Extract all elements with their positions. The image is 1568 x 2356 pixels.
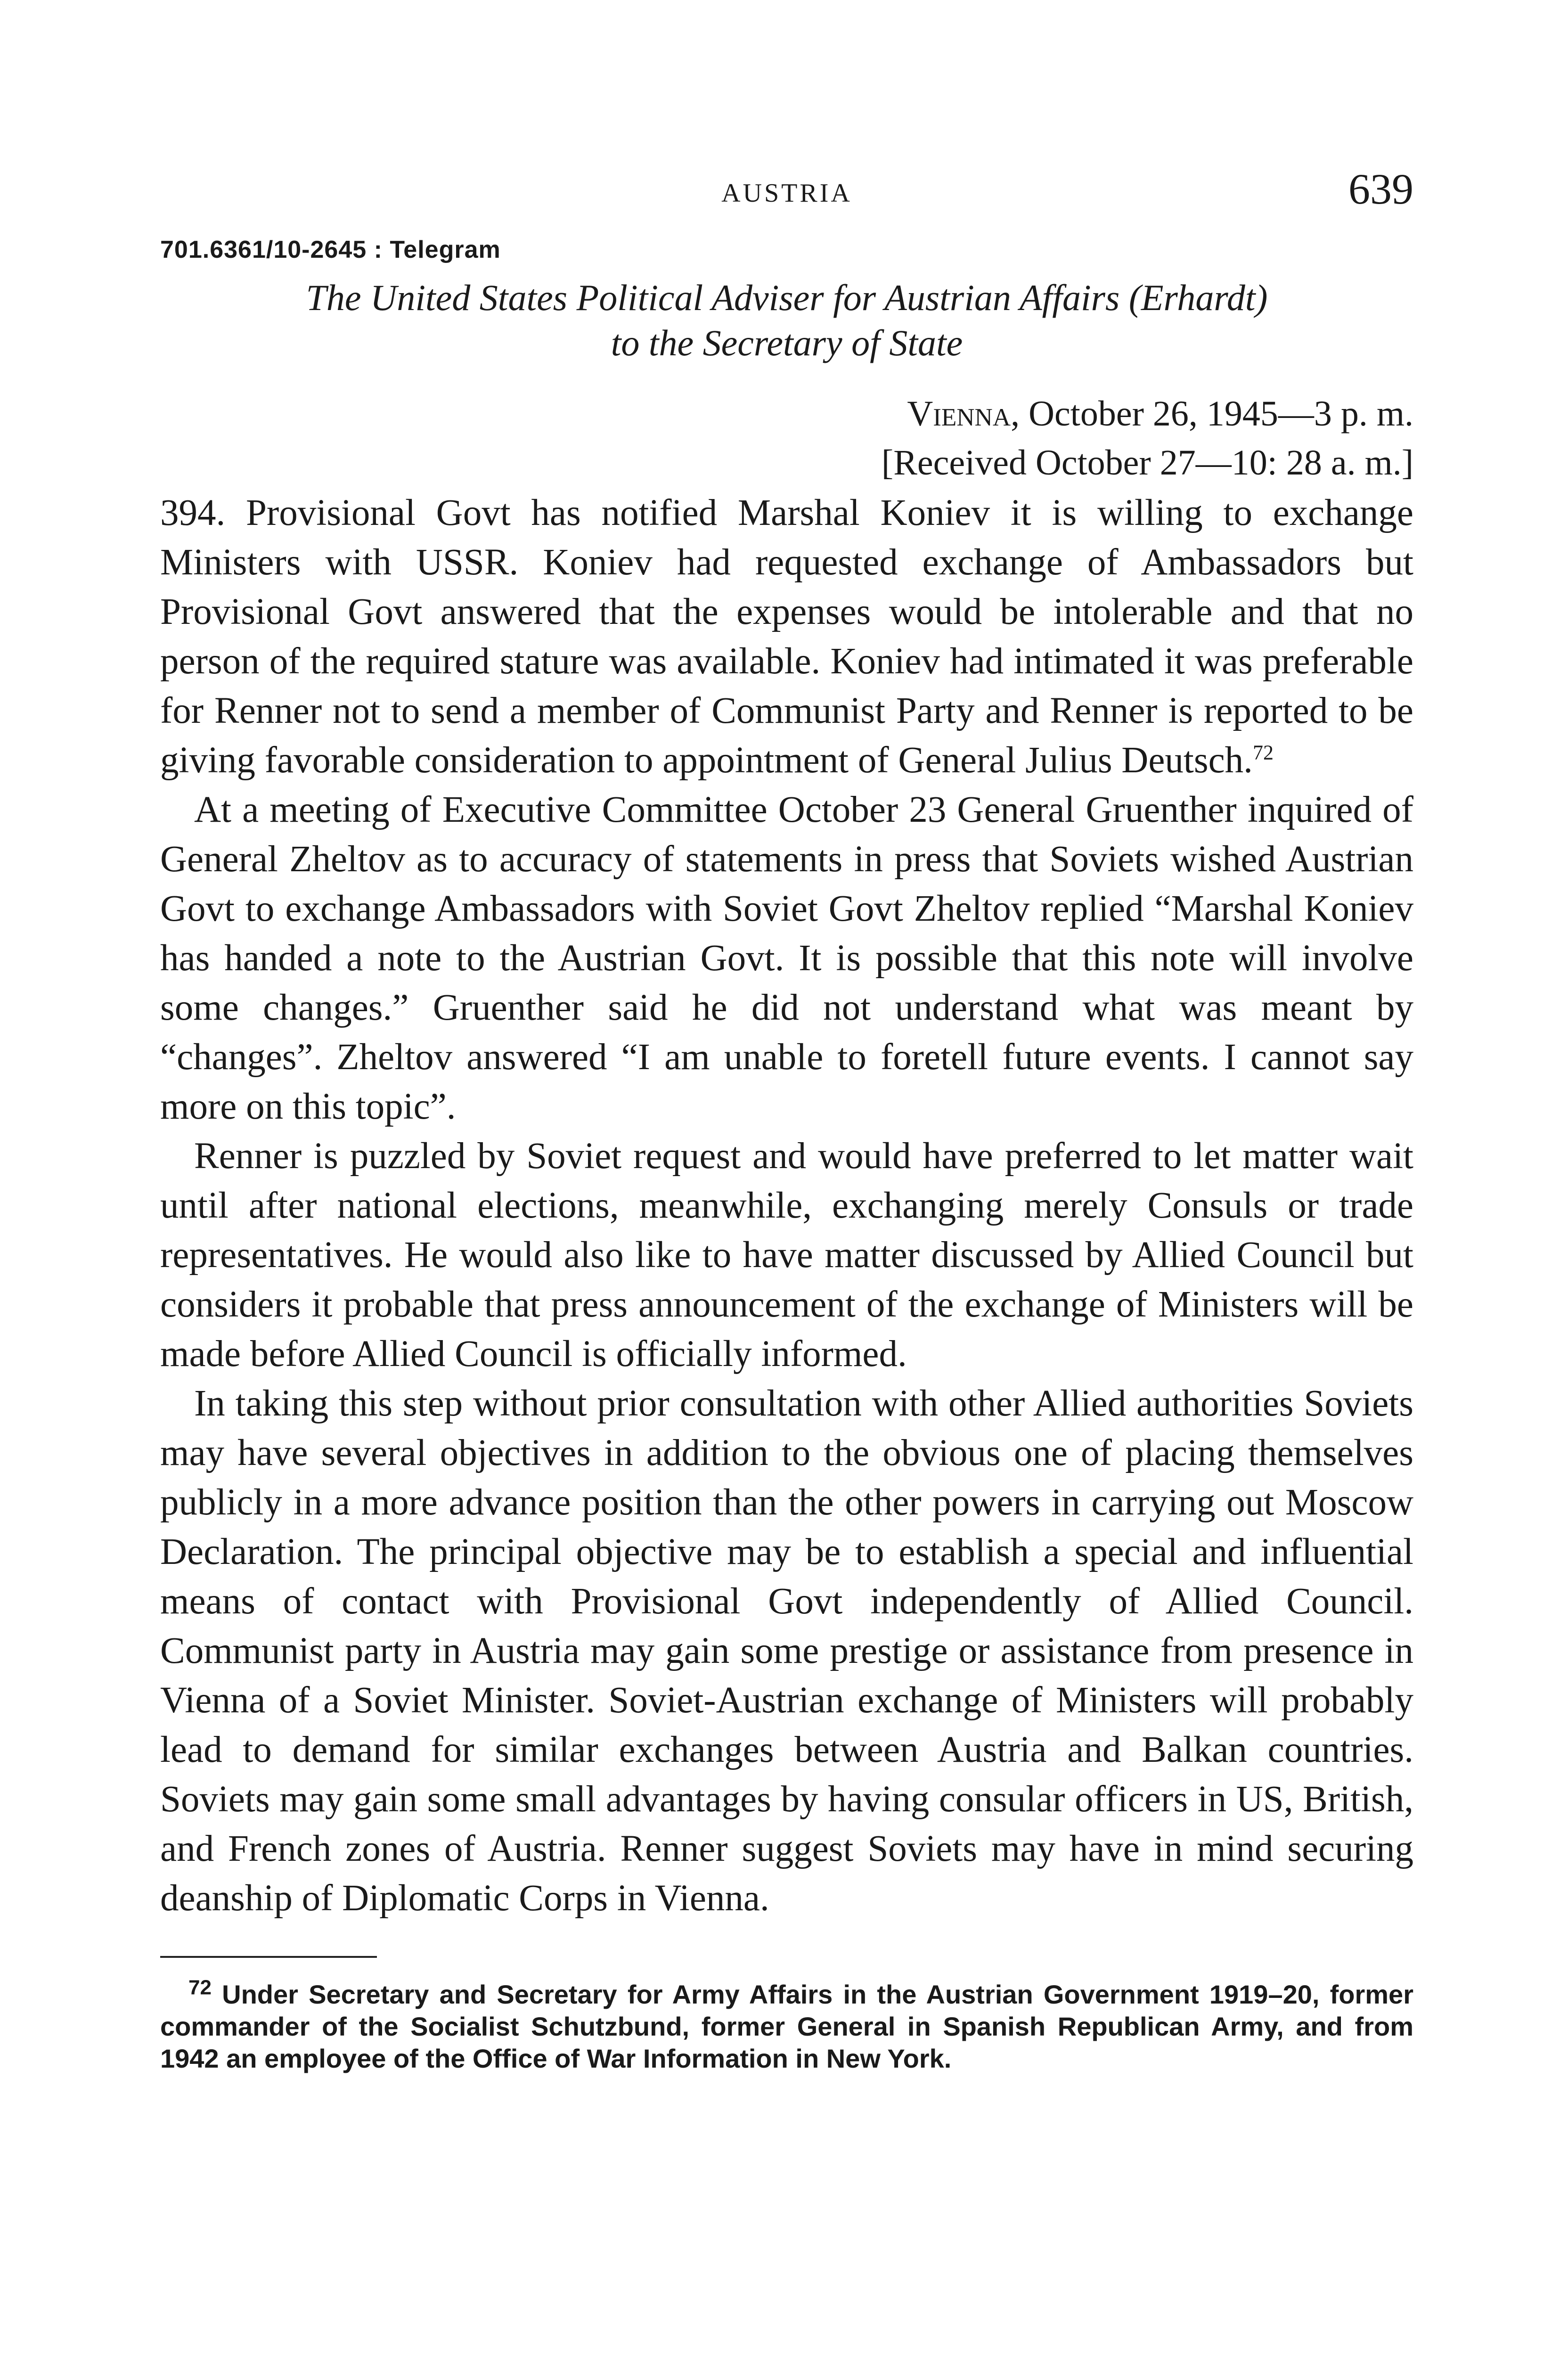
paragraph-3: Renner is puzzled by Soviet request and would have preferred to let matter wait until after national elections, meanwhile, exchanging merely Consuls or trade representatives. He would also like to have matter discussed by Allied Council but considers it probable that press announcement of the exchange of Ministers will be made before Allied Council is officially informed. [160, 1136, 1413, 1374]
dateline-place: Vienna, [907, 394, 1020, 434]
paragraph-1 [160, 488, 1413, 785]
footnote-divider [160, 1956, 377, 1958]
running-header [160, 155, 1413, 217]
dateline-received: [Received October 27—10: 28 a. m.] [881, 443, 1413, 483]
document-title [160, 275, 1413, 366]
page-number: 639 [1348, 165, 1413, 213]
dateline-sent [160, 389, 1413, 438]
telegram-body [160, 488, 1413, 1923]
document-page [160, 155, 1413, 2075]
file-number: 701.6361/10-2645 : Telegram [160, 236, 501, 263]
paragraph-4: In taking this step without prior consultation with other Allied authorities Soviets may have several objectives in addition to the obvious one of placing themselves publicly in a more advance position than the other powers in carrying out Moscow Declaration. The principal objective may be to establish a special and influential means of contact with Provisional Govt independently of Allied Council. Communist party in Austria may gain some prestige or assistance from presence in Vienna of a Soviet Minister. Soviet-Austrian exchange of Ministers will probably lead to demand for similar exchanges between Austria and Balkan countries. Soviets may gain some small advantages by having consular officers in US, British, and French zones of Austria. Renner suggest Soviets may have in mind securing deanship of Diplomatic Corps in Vienna. [160, 1383, 1413, 1919]
dateline [160, 389, 1413, 487]
paragraph-1-text: 394. Provisional Govt has notified Marshal Koniev it is willing to exchange Ministers with USSR. Koniev had requested exchange of Ambassadors but Provisional Govt answered that the expenses would be intolerable and that no person of the required stature was available. Koniev had intimated it was preferable for Renner not to send a member of Communist Party and Renner is reported to be giving favorable consideration to appointment of General Julius Deutsch. [160, 492, 1413, 781]
running-title: AUSTRIA [721, 179, 852, 208]
footnote-marker: 72 [188, 1976, 212, 1999]
footnote [160, 1976, 1413, 2075]
footnote-reference: 72 [1252, 741, 1274, 764]
document-title-line-2: to the Secretary of State [611, 322, 963, 363]
document-title-line-1: The United States Political Adviser for Austrian Affairs (Erhardt) [306, 277, 1268, 318]
footnote-text: Under Secretary and Secretary for Army Affairs in the Austrian Government 1919–20, former commander of the Socialist Schutzbund, former General in Spanish Republican Army, and from 1942 an employee of the Office of War Information in New York. [160, 1980, 1413, 2073]
dateline-date: October 26, 1945—3 p. m. [1020, 394, 1413, 434]
paragraph-2: At a meeting of Executive Committee October 23 General Gruenther inquired of General Zheltov as to accuracy of statements in press that Soviets wished Austrian Govt to exchange Ambassadors with Soviet Govt Zheltov replied “Marshal Koniev has handed a note to the Austrian Govt. It is possible that this note will involve some changes.” Gruenther said he did not understand what was meant by “changes”. Zheltov answered “I am unable to foretell future events. I cannot say more on this topic”. [160, 789, 1413, 1127]
